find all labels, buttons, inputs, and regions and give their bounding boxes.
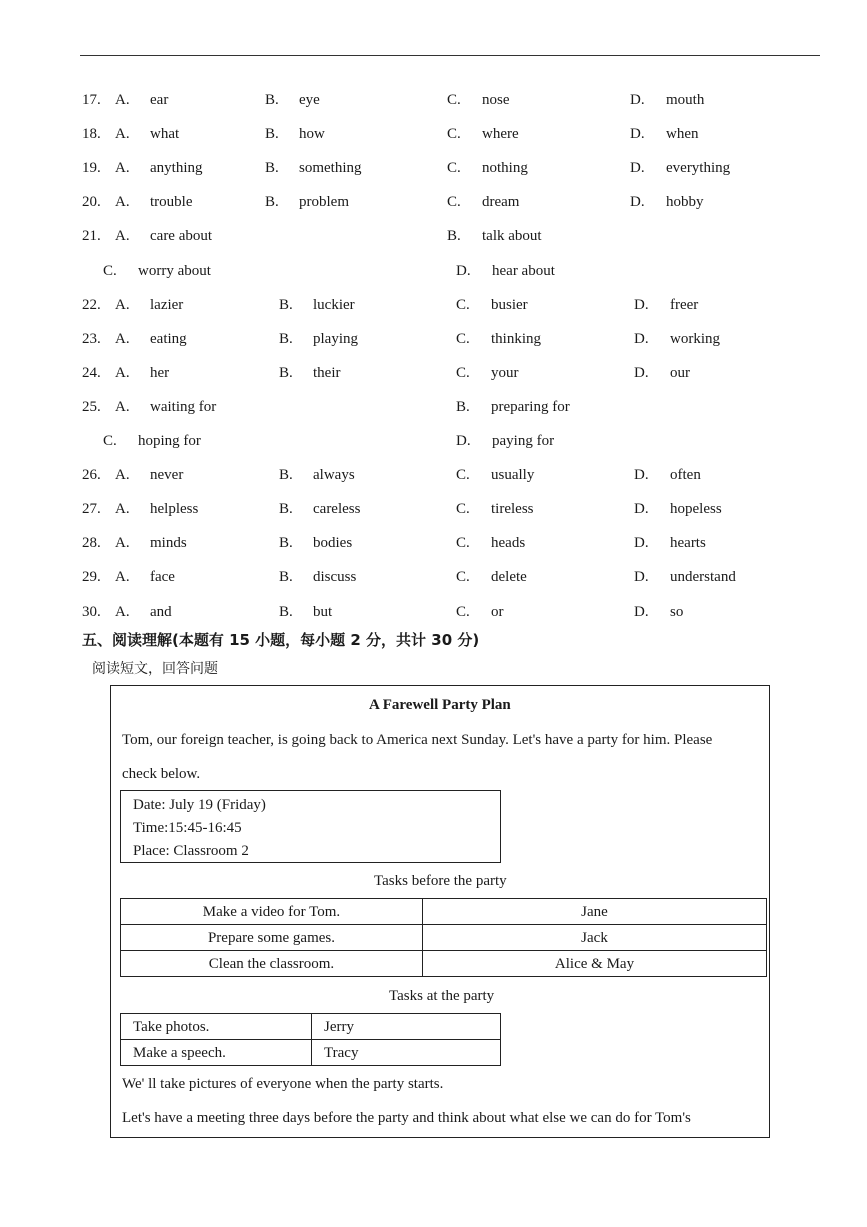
option-a: face [150, 569, 175, 585]
option-letter-a: A. [115, 297, 130, 313]
question-row [0, 260, 867, 282]
option-letter-d: D. [634, 467, 649, 483]
option-letter-d: D. [630, 126, 645, 142]
option-letter-b: B. [279, 467, 293, 483]
question-row [0, 566, 867, 588]
question-row [0, 601, 867, 623]
option-letter-d: D. [630, 92, 645, 108]
option-letter-a: A. [115, 365, 130, 381]
option-letter-c: C. [447, 92, 461, 108]
question-row [0, 362, 867, 384]
option-d: our [670, 365, 690, 381]
option-letter-c: C. [456, 331, 470, 347]
person-cell: Jane [423, 899, 767, 925]
option-c: usually [491, 467, 535, 483]
option-d: mouth [666, 92, 705, 108]
option-b: something [299, 160, 362, 176]
option-letter-a: A. [115, 194, 130, 210]
question-row [0, 532, 867, 554]
option-a: care about [150, 228, 213, 244]
option-letter-d: D. [634, 297, 649, 313]
passage-intro-line-1: Tom, our foreign teacher, is going back to America next Sunday. Let's have a party for him. Please [122, 732, 713, 748]
option-letter-c: C. [456, 569, 470, 585]
option-b: eye [299, 92, 320, 108]
option-b: problem [299, 194, 349, 210]
option-c: heads [491, 535, 526, 551]
option-letter-c: C. [456, 604, 470, 620]
option-c: worry about [138, 263, 211, 279]
option-b: talk about [482, 228, 542, 244]
table-row [121, 899, 767, 925]
party-time: Time:15:45-16:45 [133, 820, 242, 836]
option-d: so [670, 604, 684, 620]
question-number: 21. [82, 228, 101, 244]
option-letter-b: B. [279, 535, 293, 551]
option-letter-b: B. [279, 569, 293, 585]
option-letter-a: A. [115, 569, 130, 585]
option-b: but [313, 604, 333, 620]
question-row [0, 294, 867, 316]
task-cell: Take photos. [121, 1014, 312, 1040]
question-row [0, 328, 867, 350]
question-number: 26. [82, 467, 101, 483]
option-c: hoping for [138, 433, 201, 449]
tasks-before-heading: Tasks before the party [374, 873, 507, 889]
option-letter-c: C. [456, 535, 470, 551]
option-letter-d: D. [630, 194, 645, 210]
option-b: their [313, 365, 341, 381]
task-cell: Make a video for Tom. [121, 899, 423, 925]
option-letter-d: D. [634, 331, 649, 347]
question-row [0, 123, 867, 145]
question-number: 29. [82, 569, 101, 585]
option-d: paying for [492, 433, 555, 449]
option-letter-a: A. [115, 331, 130, 347]
option-letter-d: D. [456, 263, 471, 279]
option-d: understand [670, 569, 736, 585]
option-d: often [670, 467, 701, 483]
option-letter-c: C. [456, 467, 470, 483]
option-letter-a: A. [115, 126, 130, 142]
option-c: where [482, 126, 519, 142]
option-d: hear about [492, 263, 555, 279]
question-row [0, 498, 867, 520]
question-number: 30. [82, 604, 101, 620]
option-a: trouble [150, 194, 193, 210]
option-letter-a: A. [115, 228, 130, 244]
option-letter-c: C. [456, 501, 470, 517]
option-letter-b: B. [265, 194, 279, 210]
option-letter-c: C. [103, 263, 117, 279]
option-letter-b: B. [279, 297, 293, 313]
option-c: nothing [482, 160, 528, 176]
option-letter-b: B. [265, 92, 279, 108]
option-letter-d: D. [630, 160, 645, 176]
person-cell: Jerry [312, 1014, 501, 1040]
option-d: freer [670, 297, 699, 313]
option-letter-d: D. [456, 433, 471, 449]
option-a: helpless [150, 501, 199, 517]
option-letter-c: C. [456, 297, 470, 313]
option-c: or [491, 604, 504, 620]
table-row [121, 951, 767, 977]
question-number: 17. [82, 92, 101, 108]
option-d: hobby [666, 194, 704, 210]
option-d: working [670, 331, 720, 347]
option-a: ear [150, 92, 169, 108]
party-place: Place: Classroom 2 [133, 843, 249, 859]
option-letter-d: D. [634, 535, 649, 551]
person-cell: Jack [423, 925, 767, 951]
option-b: always [313, 467, 355, 483]
tasks-at-heading: Tasks at the party [389, 988, 495, 1004]
party-info-box [120, 790, 501, 863]
table-row [121, 1014, 501, 1040]
option-letter-b: B. [279, 501, 293, 517]
option-b: preparing for [491, 399, 570, 415]
question-number: 24. [82, 365, 101, 381]
option-letter-c: C. [456, 365, 470, 381]
question-row [0, 89, 867, 111]
option-b: careless [313, 501, 361, 517]
option-d: when [666, 126, 699, 142]
table-row [121, 1040, 501, 1066]
passage-meeting-line: Let's have a meeting three days before the party and think about what else we can do for Tom's [122, 1110, 691, 1126]
question-row [0, 396, 867, 418]
question-row [0, 464, 867, 486]
option-letter-d: D. [634, 501, 649, 517]
option-letter-a: A. [115, 160, 130, 176]
person-cell: Alice & May [423, 951, 767, 977]
option-a: eating [150, 331, 187, 347]
option-c: nose [482, 92, 510, 108]
option-d: everything [666, 160, 731, 176]
task-cell: Make a speech. [121, 1040, 312, 1066]
option-a: lazier [150, 297, 184, 313]
option-c: thinking [491, 331, 542, 347]
option-letter-c: C. [447, 194, 461, 210]
header-rule [80, 55, 820, 56]
option-letter-b: B. [456, 399, 470, 415]
question-number: 28. [82, 535, 101, 551]
question-number: 20. [82, 194, 101, 210]
option-a: minds [150, 535, 187, 551]
option-a: and [150, 604, 172, 620]
question-row [0, 225, 867, 247]
task-cell: Clean the classroom. [121, 951, 423, 977]
question-number: 18. [82, 126, 101, 142]
option-letter-b: B. [279, 365, 293, 381]
option-letter-a: A. [115, 604, 130, 620]
option-letter-b: B. [265, 160, 279, 176]
option-letter-a: A. [115, 501, 130, 517]
option-c: your [491, 365, 519, 381]
option-letter-b: B. [447, 228, 461, 244]
section-title: 五、阅读理解(本题有 15 小题，每小题 2 分，共计 30 分) [82, 631, 480, 649]
passage-intro-line-2: check below. [122, 766, 201, 782]
option-letter-c: C. [447, 160, 461, 176]
question-row [0, 430, 867, 452]
option-c: busier [491, 297, 528, 313]
option-b: how [299, 126, 325, 142]
option-letter-c: C. [103, 433, 117, 449]
option-letter-d: D. [634, 365, 649, 381]
passage-pictures-line: We' ll take pictures of everyone when the party starts. [122, 1076, 444, 1092]
option-b: playing [313, 331, 358, 347]
option-b: bodies [313, 535, 353, 551]
option-d: hopeless [670, 501, 722, 517]
option-a: her [150, 365, 170, 381]
passage-title: A Farewell Party Plan [369, 697, 511, 713]
table-row [121, 925, 767, 951]
task-cell: Prepare some games. [121, 925, 423, 951]
section-instruction: 阅读短文，回答问题 [92, 661, 218, 677]
option-letter-d: D. [634, 604, 649, 620]
question-number: 27. [82, 501, 101, 517]
option-letter-b: B. [279, 331, 293, 347]
option-letter-a: A. [115, 467, 130, 483]
question-number: 22. [82, 297, 101, 313]
option-c: tireless [491, 501, 534, 517]
question-number: 25. [82, 399, 101, 415]
tasks-before-table [120, 898, 767, 977]
option-c: dream [482, 194, 520, 210]
option-letter-a: A. [115, 92, 130, 108]
option-d: hearts [670, 535, 706, 551]
option-letter-b: B. [279, 604, 293, 620]
question-row [0, 191, 867, 213]
party-date: Date: July 19 (Friday) [133, 797, 266, 813]
option-letter-a: A. [115, 535, 130, 551]
question-number: 19. [82, 160, 101, 176]
option-b: luckier [313, 297, 355, 313]
question-number: 23. [82, 331, 101, 347]
option-a: waiting for [150, 399, 217, 415]
option-letter-a: A. [115, 399, 130, 415]
option-letter-b: B. [265, 126, 279, 142]
option-a: anything [150, 160, 203, 176]
option-letter-c: C. [447, 126, 461, 142]
question-row [0, 157, 867, 179]
person-cell: Tracy [312, 1040, 501, 1066]
tasks-at-table [120, 1013, 501, 1066]
option-c: delete [491, 569, 527, 585]
option-a: never [150, 467, 184, 483]
option-a: what [150, 126, 180, 142]
option-b: discuss [313, 569, 357, 585]
option-letter-d: D. [634, 569, 649, 585]
